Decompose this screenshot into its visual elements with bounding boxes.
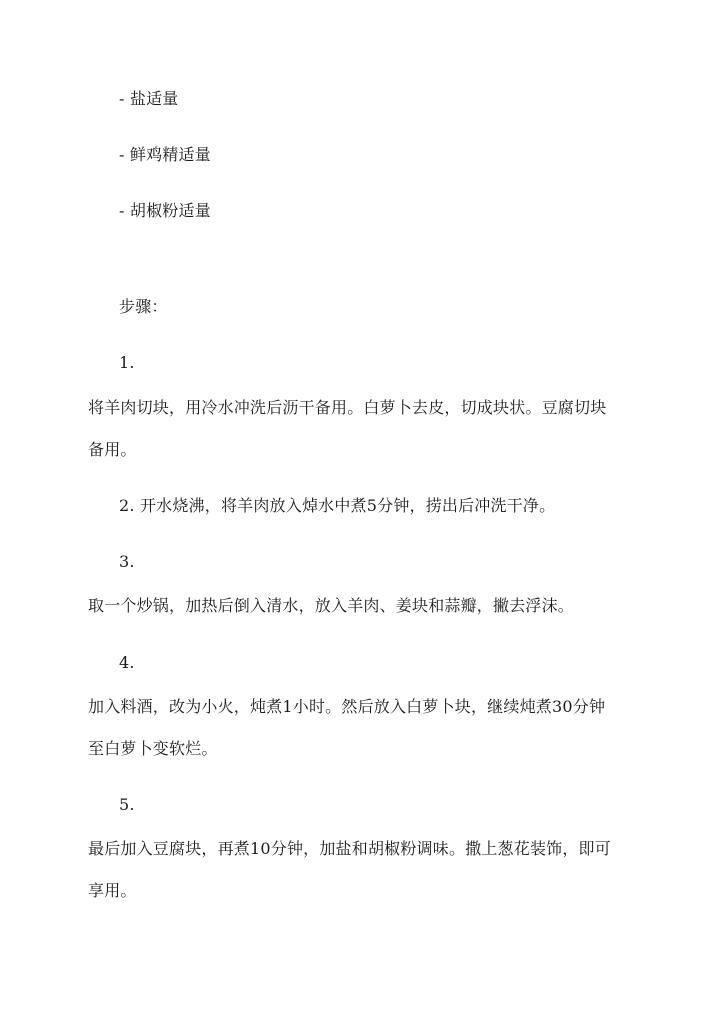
ingredient-chicken-essence: - 鲜鸡精适量 — [119, 145, 211, 164]
step-3-number: 3. — [119, 552, 135, 571]
ingredient-salt: - 盐适量 — [119, 89, 179, 108]
step-1-number: 1. — [119, 353, 135, 372]
step-1-text-line-2: 备用。 — [88, 440, 137, 459]
step-5-text-line-2: 享用。 — [88, 881, 137, 900]
step-4-number: 4. — [119, 653, 135, 672]
step-5-number: 5. — [119, 795, 135, 814]
step-2-text: 2. 开水烧沸，将羊肉放入焯水中煮5分钟，捞出后冲洗干净。 — [119, 496, 556, 515]
ingredient-pepper: - 胡椒粉适量 — [119, 201, 211, 220]
step-4-text-line-2: 至白萝卜变软烂。 — [88, 739, 218, 758]
step-5-text-line-1: 最后加入豆腐块，再煮10分钟，加盐和胡椒粉调味。撒上葱花装饰，即可 — [88, 839, 611, 858]
step-1-text-line-1: 将羊肉切块，用冷水冲洗后沥干备用。白萝卜去皮，切成块状。豆腐切块 — [88, 398, 607, 417]
steps-heading: 步骤： — [119, 297, 168, 316]
step-4-text-line-1: 加入料酒，改为小火，炖煮1小时。然后放入白萝卜块，继续炖煮30分钟 — [88, 697, 606, 716]
step-3-text-line-1: 取一个炒锅，加热后倒入清水，放入羊肉、姜块和蒜瓣，撇去浮沫。 — [88, 596, 575, 615]
